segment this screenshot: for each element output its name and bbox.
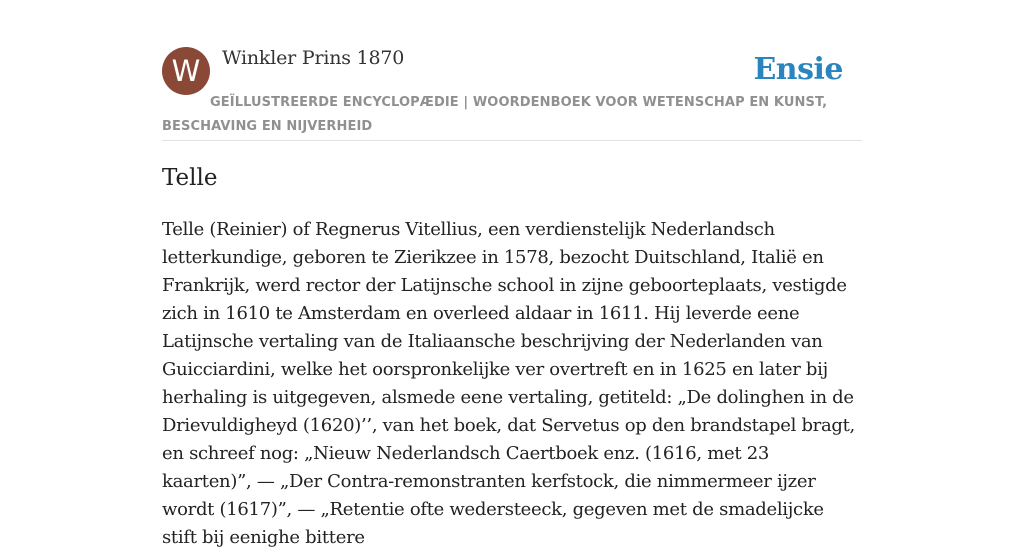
book-subtitle: GEÏLLUSTREERDE ENCYCLOPÆDIE | WOORDENBOEK VOOR WETENSCHAP EN KUNST, BESCHAVING EN NIJVERHEID (162, 95, 828, 134)
article-title: Telle (162, 165, 218, 191)
article-body: Telle (Reinier) of Regnerus Vitellius, een verdienstelijk Nederlandsch letterkundige, geboren te Zierikzee in 1578, bezocht Duitschland, Italië en Frankrijk, werd rector der Latijnsche school in zijne geboorteplaats, vestigde zich in 1610 te Amsterdam en overleed aldaar in 1611. Hij leverde eene Latijnsche vertaling van de Italiaansche beschrijving der Nederlanden van Guicciardini, welke het oorspronkelijke ver overtreft en in 1625 en later bij herhaling is uitgegeven, alsmede eene vertaling, getiteld: „De dolinghen in de Drievuldigheyd (1620)’’, van het boek, dat Servetus op den brandstapel bragt, en schreef nog: „Nieuw Nederlandsch Caertboek enz. (1616, met 23 kaarten)”, — „Der Contra-remonstranten kerfstock, die nimmermeer ijzer wordt (1617)”, — „Retentie ofte wedersteeck, gegeven met de smadelijcke stift bij eenighe bittere (162, 219, 855, 548)
avatar[interactable]: W (162, 47, 210, 95)
ensie-logo-link[interactable]: Ensie (753, 52, 843, 87)
header (162, 46, 862, 141)
book-title-link[interactable]: Winkler Prins 1870 (222, 47, 405, 69)
